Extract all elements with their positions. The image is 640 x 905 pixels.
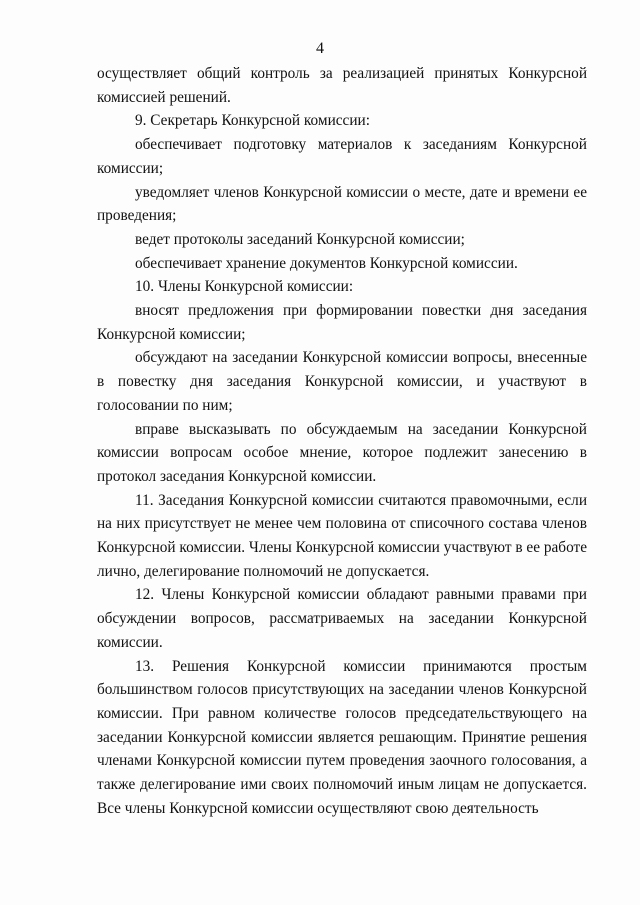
paragraph-members-proposals: вносят предложения при формировании повестки дня заседания Конкурсной комиссии; bbox=[97, 302, 587, 343]
paragraph-item-9-heading: 9. Секретарь Конкурсной комиссии: bbox=[135, 112, 370, 130]
paragraph-item-10-heading: 10. Члены Конкурсной комиссии: bbox=[135, 278, 354, 296]
paragraph-members-discuss: обсуждают на заседании Конкурсной комиссии вопросы, внесенные в повестку дня заседания Конкурсной комиссии, и участвуют в голосовании по ним; bbox=[97, 349, 587, 414]
paragraph-item-11: 11. Заседания Конкурсной комиссии считаются правомочными, если на них присутствует не менее чем половина от списочного состава членов Конкурсной комиссии. Члены Конкурсной комиссии участвуют в ее работе лично, делегирование полномочий не допускается. bbox=[97, 491, 587, 580]
paragraph-item-12: 12. Члены Конкурсной комиссии обладают равными правами при обсуждении вопросов, рассматриваемых на заседании Конкурсной комиссии. bbox=[97, 586, 587, 651]
paragraph-members-opinion: вправе высказывать по обсуждаемым на заседании Конкурсной комиссии вопросам особое мнение, которое подлежит занесению в протокол заседания Конкурсной комиссии. bbox=[97, 420, 587, 485]
page-number: 4 bbox=[316, 40, 324, 57]
paragraph-control-continuation: осуществляет общий контроль за реализацией принятых Конкурсной комиссией решений. bbox=[97, 65, 587, 106]
paragraph-secretary-protocols: ведет протоколы заседаний Конкурсной комиссии; bbox=[135, 230, 465, 248]
paragraph-secretary-storage: обеспечивает хранение документов Конкурсной комиссии. bbox=[135, 254, 518, 272]
paragraph-item-13: 13. Решения Конкурсной комиссии принимаются простым большинством голосов присутствующих на заседании членов Конкурсной комиссии. При равном количестве голосов председательствующего на заседании Конкурсной комиссии является решающим. Принятие решения членами Конкурсной комиссии путем проведения заочного голосования, а также делегирование ими своих полномочий иным лицам не допускается. Все члены Конкурсной комиссии осуществляют свою деятельность bbox=[97, 657, 587, 817]
paragraph-secretary-materials: обеспечивает подготовку материалов к заседаниям Конкурсной комиссии; bbox=[97, 136, 587, 177]
document-body bbox=[97, 62, 587, 821]
paragraph-secretary-notify: уведомляет членов Конкурсной комиссии о месте, дате и времени ее проведения; bbox=[97, 183, 587, 225]
